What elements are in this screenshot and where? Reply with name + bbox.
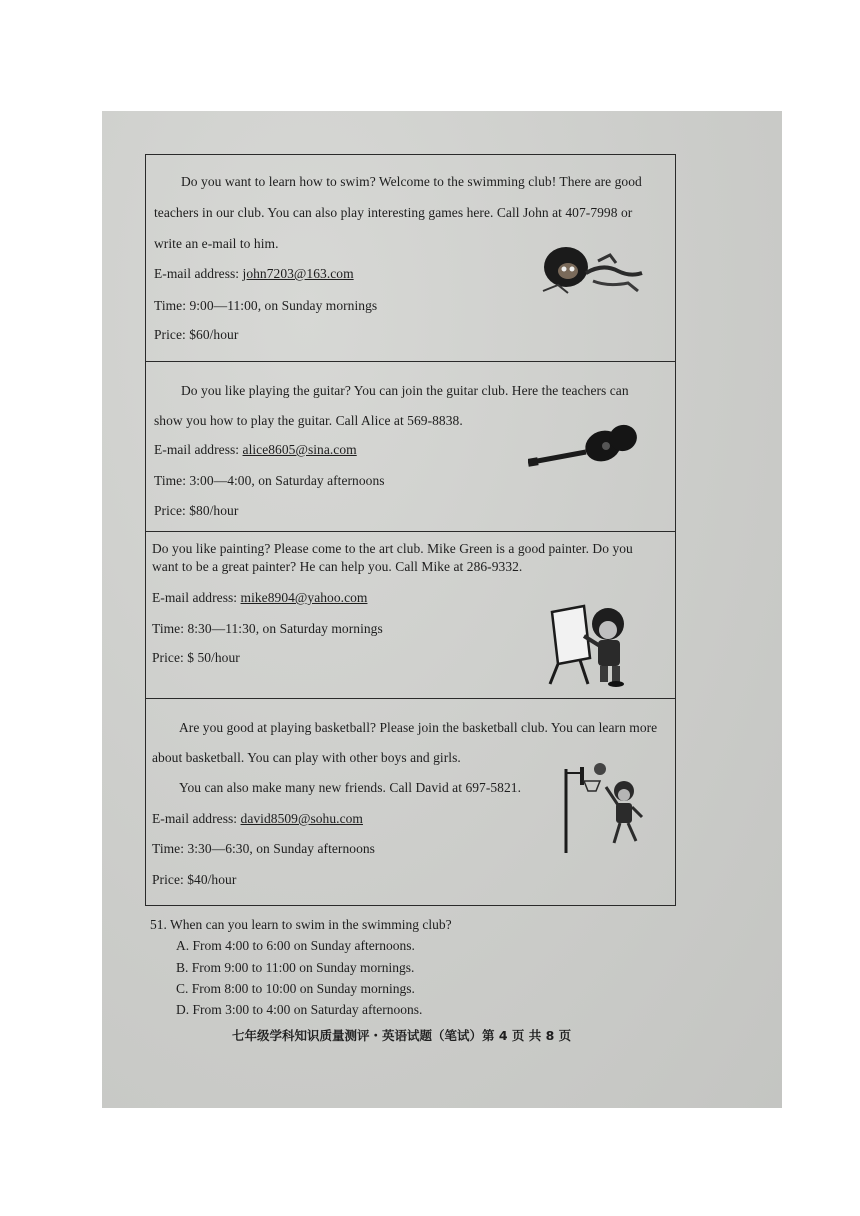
- art-intro-line1: Do you like painting? Please come to the art club. Mike Green is a good painter. Do you: [152, 541, 633, 556]
- club-ads-box: [145, 154, 676, 906]
- basketball-price: Price: $40/hour: [152, 872, 237, 887]
- painter-icon: [544, 602, 634, 688]
- art-email-link[interactable]: mike8904@yahoo.com: [240, 590, 368, 605]
- page-footer: 七年级学科知识质量测评・英语试题（笔试）第 4 页 共 8 页: [232, 1028, 572, 1043]
- art-time: Time: 8:30—11:30, on Saturday mornings: [152, 621, 383, 636]
- basketball-email-row: [152, 811, 363, 827]
- email-label: E-mail address:: [154, 266, 243, 281]
- basketball-intro-line3: You can also make many new friends. Call David at 697-5821.: [179, 780, 522, 795]
- swim-intro-line2: teachers in our club. You can also play interesting games here. Call John at 407-7998 or: [154, 205, 633, 220]
- email-label: E-mail address:: [152, 811, 241, 826]
- swimmer-icon: [538, 243, 648, 303]
- art-price: Price: $ 50/hour: [152, 650, 240, 665]
- basketball-intro-line2: about basketball. You can play with other boys and girls.: [152, 750, 461, 765]
- guitar-time: Time: 3:00—4:00, on Saturday afternoons: [154, 473, 385, 488]
- guitar-club-ad: [146, 362, 675, 532]
- option-b[interactable]: B. From 9:00 to 11:00 on Sunday mornings.: [176, 960, 415, 975]
- art-email-row: [152, 590, 367, 606]
- guitar-intro-line1: Do you like playing the guitar? You can join the guitar club. Here the teachers can: [181, 383, 629, 398]
- swim-email-link[interactable]: john7203@163.com: [242, 266, 354, 281]
- basketball-intro-line1: Are you good at playing basketball? Please join the basketball club. You can learn more: [179, 720, 658, 735]
- swim-intro-line1: Do you want to learn how to swim? Welcome to the swimming club! There are good: [181, 174, 642, 189]
- option-a[interactable]: A. From 4:00 to 6:00 on Sunday afternoons.: [176, 938, 415, 953]
- guitar-intro-line2: show you how to play the guitar. Call Alice at 569-8838.: [154, 413, 463, 428]
- guitar-email-link[interactable]: alice8605@sina.com: [242, 442, 357, 457]
- art-intro-line2: want to be a great painter? He can help you. Call Mike at 286-9332.: [152, 559, 523, 574]
- email-label: E-mail address:: [152, 590, 241, 605]
- basketball-club-ad: [146, 699, 675, 907]
- art-club-ad: [146, 532, 675, 699]
- option-d[interactable]: D. From 3:00 to 4:00 on Saturday afternoons.: [176, 1002, 423, 1017]
- guitar-email-row: [154, 442, 357, 458]
- swim-email-row: [154, 266, 354, 282]
- email-label: E-mail address:: [154, 442, 243, 457]
- option-c[interactable]: C. From 8:00 to 10:00 on Sunday mornings.: [176, 981, 415, 996]
- guitar-price: Price: $80/hour: [154, 503, 239, 518]
- question-stem: 51. When can you learn to swim in the swimming club?: [150, 917, 452, 932]
- swimming-club-ad: [146, 155, 675, 362]
- guitar-icon: [528, 418, 638, 474]
- basketball-player-icon: [558, 761, 650, 853]
- swim-price: Price: $60/hour: [154, 327, 239, 342]
- basketball-time: Time: 3:30—6:30, on Sunday afternoons: [152, 841, 375, 856]
- swim-intro-line3: write an e-mail to him.: [154, 236, 279, 251]
- basketball-email-link[interactable]: david8509@sohu.com: [240, 811, 363, 826]
- swim-time: Time: 9:00—11:00, on Sunday mornings: [154, 298, 378, 313]
